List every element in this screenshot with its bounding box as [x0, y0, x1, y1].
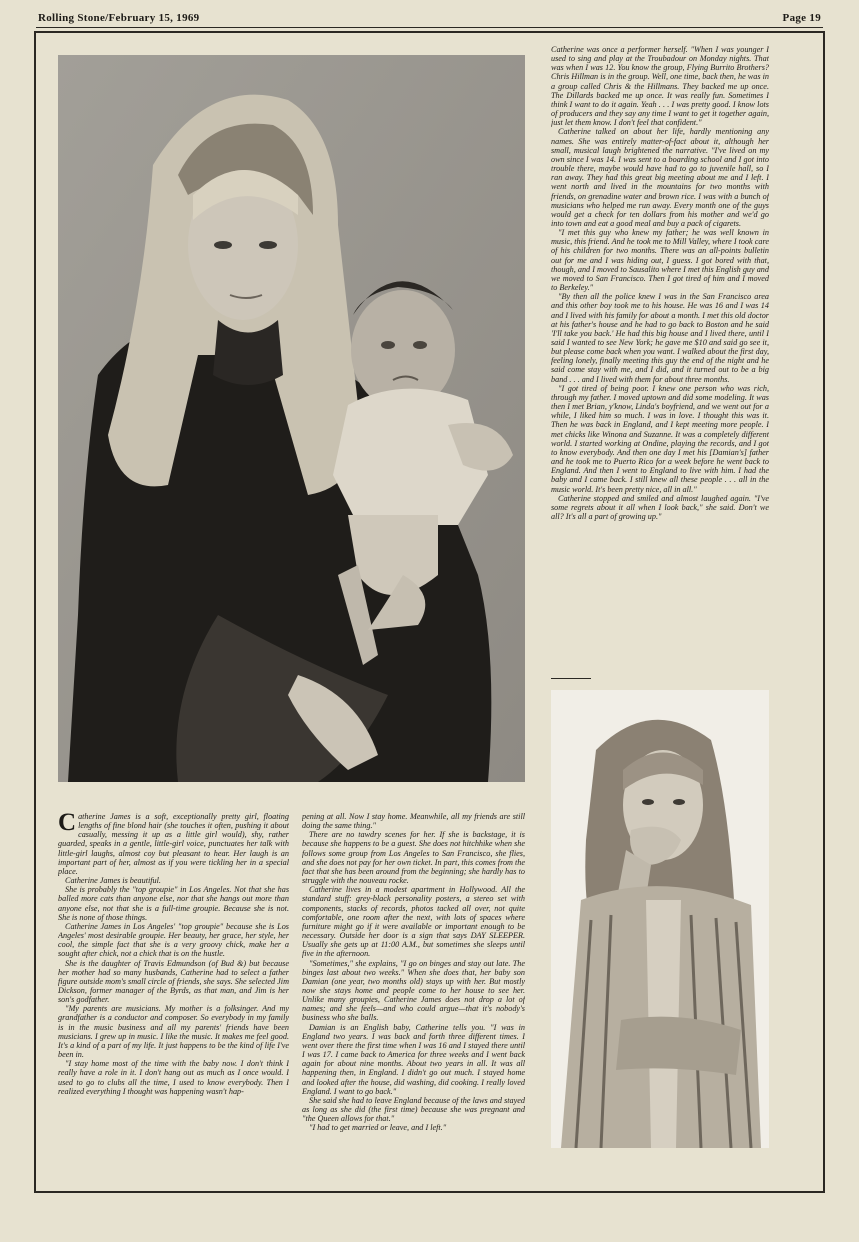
- article-column-2: [302, 812, 525, 1182]
- paragraph: Catherine talked on about her life, hardly mentioning any names. She was entirely matter-of-fact about it, although her small, musical laugh brightened the narrative. "I've lived on my own since I was 14. I was sent to a boarding school and I got into trouble there, maybe would have had to go to juvenile hall, so I ran away. They had this great big meeting about me and I left. I went north and lived in the mountains for two months with friends, on grenadine water and brown rice. I was with a bunch of musicians who helped me run away. Every month one of the guys would get a check for ten dollars from his mother and we'd go into town and eat a good meal and buy a pack of cigarets.: [551, 127, 769, 228]
- photo-catherine-and-baby: [58, 55, 525, 782]
- paragraph: "By then all the police knew I was in the San Francisco area and this other boy took me to his house. He was 16 and I was 14 and I lived with his family for about a month. I met this old doctor at his father's house and he had to go back to Boston and he said 'I'll take you back.' He had this big house and I lived there, until I said I wanted to see New York; he gave me $10 and said go see it, but please come back when you want. I walked about the first day, feeling lonely, finally meeting this guy the end of the night and he said come stay with me, and I did, and it turned out to be a big band . . . and I lived with them for about three months.: [551, 292, 769, 384]
- paragraph: She said she had to leave England because of the laws and stayed as long as she did (the first time) because she was pregnant and "the Queen allows for that.": [302, 1095, 525, 1124]
- paragraph: Catherine stopped and smiled and almost laughed again. "I've some regrets about it all when I look back," she said. Don't we all? It's all a part of growing up.": [551, 493, 769, 521]
- article-end-rule: [551, 678, 591, 679]
- paragraph: "I got tired of being poor. I knew one person who was rich, through my father. I moved uptown and did some modeling. It was then I met Brian, y'know, Linda's boyfriend, and we went out for a while, I liked him so much. I was in love. I thought this was it. Then he was back in England, and I kept meeting more people. I met chicks like Winona and Suzanne. It was a completely different world. I started working at Ondine, playing the records, and I got to know everybody. And then one day I met his [Damian's] father and he took me to Puerto Rico for a week before he went back to England. And then I went to England to live with him. I had the baby and I came back. I still knew all these people . . . all in the music world. It's been pretty nice, all in all.": [551, 383, 769, 494]
- paragraph: Damian is an English baby, Catherine tells you. "I was in England two years. I was back and forth three different times. I went over there the first time when I was 16 and I stayed there until I was 17. I came back to America for three weeks and I went back again for about nine months. About two years in all. It was all happening then, in England. I didn't go out much. I stayed home and looked after the house, did washing, did cooking. I really loved England. I want to go back.": [302, 1022, 525, 1096]
- paragraph: pening at all. Now I stay home. Meanwhile, all my friends are still doing the same thing.": [302, 812, 525, 831]
- paragraph: There are no tawdry scenes for her. If she is backstage, it is because she happens to be a guest. She does not hitchhike when she follows some group from Los Angeles to San Francisco, she flies, and she does not pay for her own ticket. In part, this comes from the fact that she has been around from the beginning; she hardly has to struggle with the nouveau rocke.: [302, 830, 525, 886]
- paragraph: "I stay home most of the time with the baby now. I don't think I really have a role in it. I don't hang out as much as I once would. I used to go to clubs all the time, I used to know everybody. Then I realized everything I thought was happening wasn't hap-: [58, 1059, 289, 1096]
- page-header: [38, 12, 821, 28]
- publication-date: Rolling Stone/February 15, 1969: [38, 12, 200, 24]
- photo-image: [58, 55, 525, 782]
- paragraph: She is probably the "top groupie" in Los Angeles. Not that she has balled more cats than anyone else, nor that she hangs out more than anyone else, not that she is a full-time groupie. Because she is not. She is none of those things.: [58, 885, 289, 922]
- paragraph: Catherine James is beautiful.: [65, 876, 161, 886]
- paragraph: "I had to get married or leave, and I left.": [309, 1123, 447, 1133]
- lead-paragraph-text: atherine James is a soft, exceptionally pretty girl, floating lengths of fine blond hair (she touches it often, pushing it about casually, messing it up as a little girl would), shy, rather guarded, speaks in a gentle, little-girl voice, punctuates her talk with little-girl laughs, almost coy but pleasant to hear. Her laugh is an important part of her, almost as if you were tickling her in a special place.: [58, 812, 289, 876]
- paragraph: Catherine was once a performer herself. "When I was younger I used to sing and play at the Troubadour on Monday nights. That was when I was 12. You know the group, Flying Burrito Brothers? Chris Hillman is in the group. Well, one time, back then, he was in a group called Chris & the Hillmans. They backed me up once. The Dillards backed me up once. It was really fun. Sometimes I think I want to do it again. Yeah . . . I was pretty good. I know lots of producers and they say any time I want to get it together again, just let them know. I don't feel that confident.": [551, 45, 769, 128]
- article-column-3: [551, 45, 769, 675]
- photo-image: [551, 690, 769, 1148]
- paragraph: "Sometimes," she explains, "I go on binges and stay out late. The binges last about two weeks." When she does that, her baby son Damian (one year, two months old) stays up with her. But mostly now she stays home and people come to her house to see her. Unlike many groupies, Catherine James does not drop a lot of names; and she feels—and who could argue—that it's nobody's business who she balls.: [302, 958, 525, 1023]
- paragraph: "I met this guy who knew my father; he was well known in music, this friend. And he took me to Mill Valley, where I took care of his children for two months. There was an all-points bulletin out for me and I was hiding out, I guess. I got bored with that, though, and I moved to Sausalito where I met this English guy and we moved to San Francisco. Then I got tired of him and I moved to Berkeley.": [551, 228, 769, 293]
- paragraph: Catherine James in Los Angeles' "top groupie" because she is Los Angeles' most desirable groupie. Her beauty, her grace, her style, her cool, the simple fact that she is a very groovy chick, make her a sought after chick, not a chick that is on the hustle.: [58, 921, 289, 959]
- page-number: Page 19: [782, 12, 821, 24]
- header-rule: [36, 27, 823, 28]
- drop-cap: C: [58, 812, 77, 836]
- paragraph: "My parents are musicians. My mother is a folksinger. And my grandfather is a conductor and composer. So everybody in my family is in the music business and all my parents' friends have been musicians. I grew up in music. I like the music. It makes me feel good. It's a kind of a part of my life. It just happens to be the kind of life I've been in.: [58, 1004, 289, 1060]
- paragraph: She is the daughter of Travis Edmundson (of Bud &) but because her mother had so many husbands, Catherine had to select a father figure outside mom's small circle of friends, she says. She selected Jim Dickson, former manager of the Byrds, as that man, and Jim is her son's godfather.: [58, 958, 289, 1005]
- lead-paragraph: [58, 812, 289, 876]
- article-column-1: [58, 812, 289, 1182]
- paragraph: Catherine lives in a modest apartment in Hollywood. All the standard stuff: grey-black personality posters, a stereo set with components, stacks of records, photos tacked all over, not quite comfortable, one room after the next, with lots of spaces where furniture might go if it were available or important enough to be necessary. Outside her door is a sign that says DAY SLEEPER. Usually she gets up at 11:00 A.M., but sometimes she sleeps until five in the afternoon.: [302, 885, 525, 959]
- photo-catherine-portrait: [551, 690, 769, 1148]
